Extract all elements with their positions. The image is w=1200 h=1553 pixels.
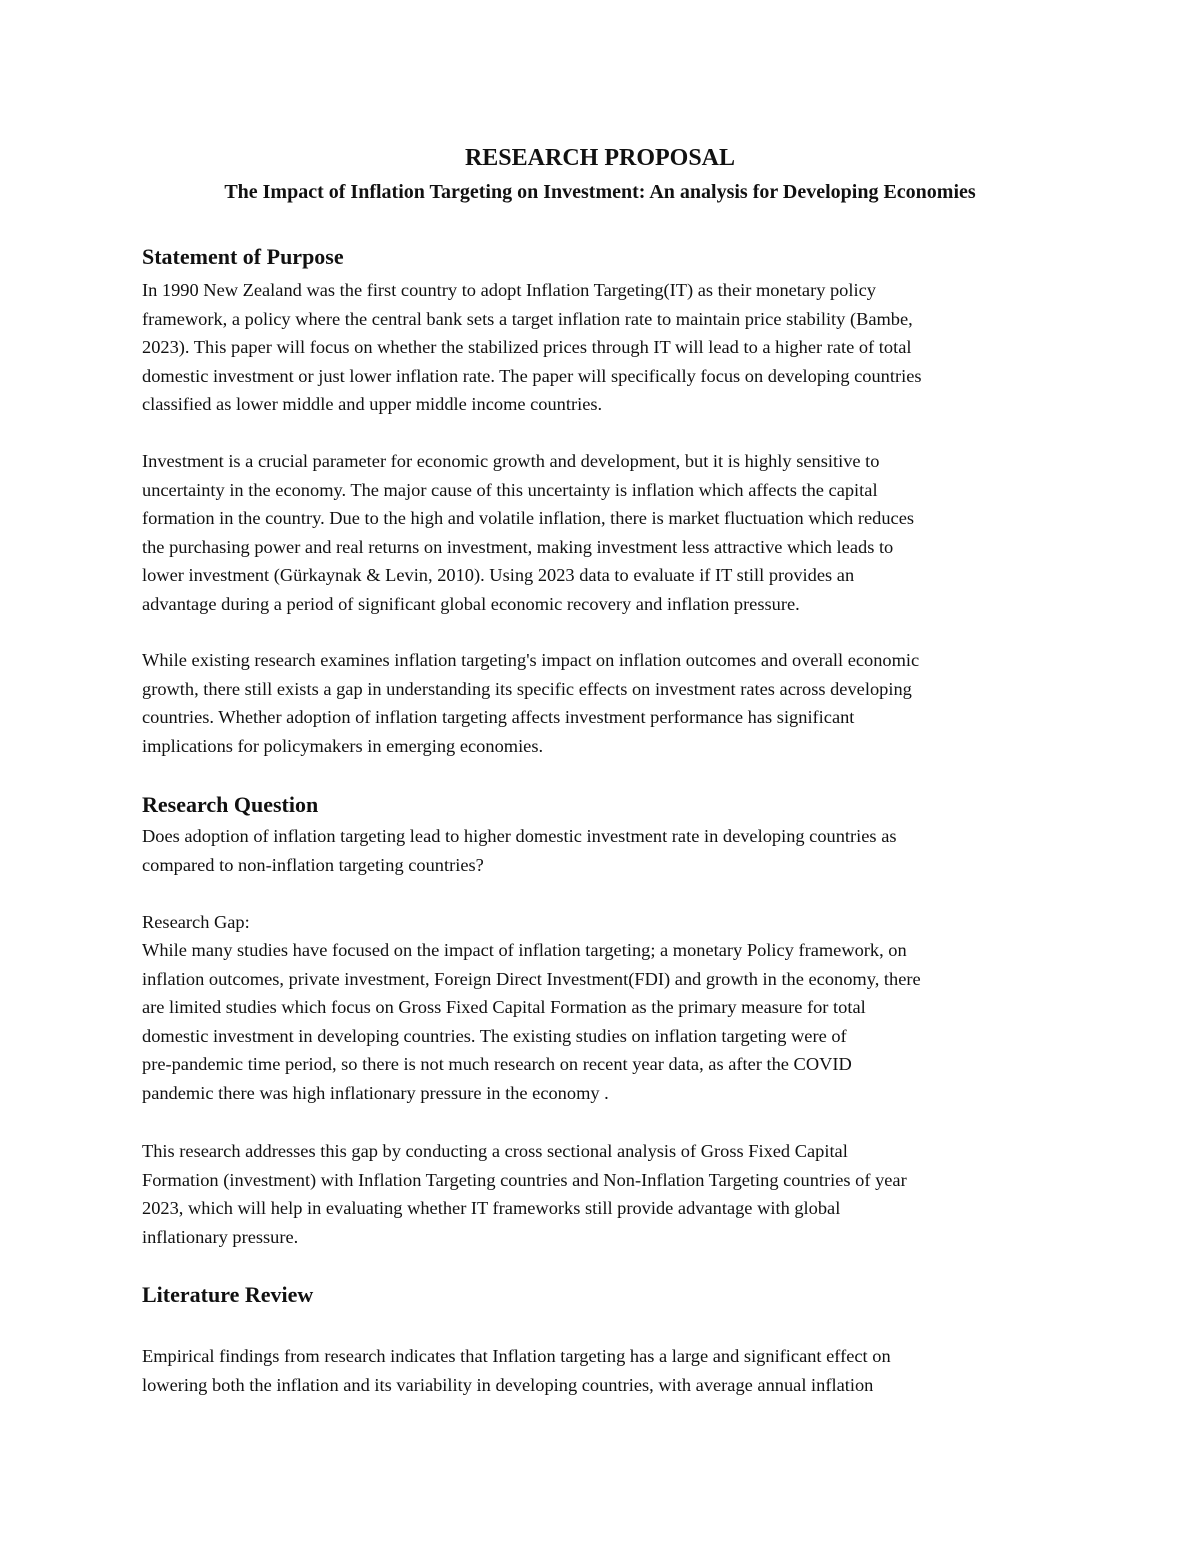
text-line: Investment is a crucial parameter for economic growth and development, but it is highly sensitive to [142, 451, 880, 471]
document-title: RESEARCH PROPOSAL [464, 145, 736, 171]
text-line: Does adoption of inflation targeting lead to higher domestic investment rate in developing countries as [142, 826, 897, 846]
text-line: In 1990 New Zealand was the first country to adopt Inflation Targeting(IT) as their monetary policy [142, 280, 876, 300]
question-paragraph [142, 822, 1072, 879]
purpose-paragraph-2 [142, 447, 1072, 619]
document-subtitle: The Impact of Inflation Targeting on Investment: An analysis for Developing Economies [224, 181, 976, 203]
text-line: inflation outcomes, private investment, Foreign Direct Investment(FDI) and growth in the economy, there [142, 968, 921, 989]
text-line: uncertainty in the economy. The major cause of this uncertainty is inflation which affects the capital [142, 479, 878, 500]
purpose-paragraph-1 [142, 276, 1072, 419]
text-line: the purchasing power and real returns on investment, making investment less attractive which leads to [142, 536, 894, 557]
heading-research-question: Research Question [142, 792, 319, 817]
text-line: Research Gap: [142, 912, 250, 932]
text-line: Formation (investment) with Inflation Targeting countries and Non-Inflation Targeting countries of year [142, 1169, 907, 1190]
text-line: classified as lower middle and upper middle income countries. [142, 394, 603, 415]
gap-paragraph-1 [142, 936, 1072, 1108]
text-line: framework, a policy where the central bank sets a target inflation rate to maintain price stability (Bambe, [142, 308, 913, 329]
text-line: This research addresses this gap by conducting a cross sectional analysis of Gross Fixed Capital [142, 1141, 848, 1161]
text-line: 2023, which will help in evaluating whether IT frameworks still provide advantage with global [142, 1198, 841, 1219]
text-line: inflationary pressure. [142, 1226, 299, 1247]
text-line: domestic investment or just lower inflation rate. The paper will specifically focus on developing countries [142, 365, 922, 386]
text-line: pre-pandemic time period, so there is not much research on recent year data, as after the COVID [142, 1054, 852, 1075]
text-line: lower investment (Gürkaynak & Levin, 2010). Using 2023 data to evaluate if IT still provides an [142, 565, 855, 586]
text-line: are limited studies which focus on Gross Fixed Capital Formation as the primary measure for total [142, 997, 866, 1018]
text-line: formation in the country. Due to the high and volatile inflation, there is market fluctuation which reduces [142, 508, 915, 529]
research-gap-label [142, 908, 1072, 937]
text-line: 2023). This paper will focus on whether the stabilized prices through IT will lead to a higher rate of total [142, 337, 912, 358]
text-line: growth, there still exists a gap in understanding its specific effects on investment rates across developing [142, 678, 912, 699]
text-line: advantage during a period of significant global economic recovery and inflation pressure. [142, 593, 800, 614]
text-line: compared to non-inflation targeting countries? [142, 854, 484, 875]
text-line: While many studies have focused on the impact of inflation targeting; a monetary Policy framework, on [142, 940, 907, 960]
literature-paragraph-1 [142, 1342, 1072, 1399]
heading-literature-review: Literature Review [142, 1282, 314, 1307]
text-line: countries. Whether adoption of inflation targeting affects investment performance has significant [142, 707, 855, 728]
purpose-paragraph-3 [142, 646, 1072, 760]
text-line: Empirical findings from research indicates that Inflation targeting has a large and significant effect on [142, 1346, 891, 1366]
text-line: pandemic there was high inflationary pressure in the economy . [142, 1082, 609, 1103]
text-line: implications for policymakers in emerging economies. [142, 735, 544, 756]
text-line: domestic investment in developing countries. The existing studies on inflation targeting were of [142, 1025, 847, 1046]
heading-statement-of-purpose: Statement of Purpose [142, 244, 344, 269]
gap-paragraph-2 [142, 1137, 1072, 1251]
text-line: lowering both the inflation and its variability in developing countries, with average annual inflation [142, 1374, 874, 1395]
text-line: While existing research examines inflation targeting's impact on inflation outcomes and overall economic [142, 650, 920, 670]
